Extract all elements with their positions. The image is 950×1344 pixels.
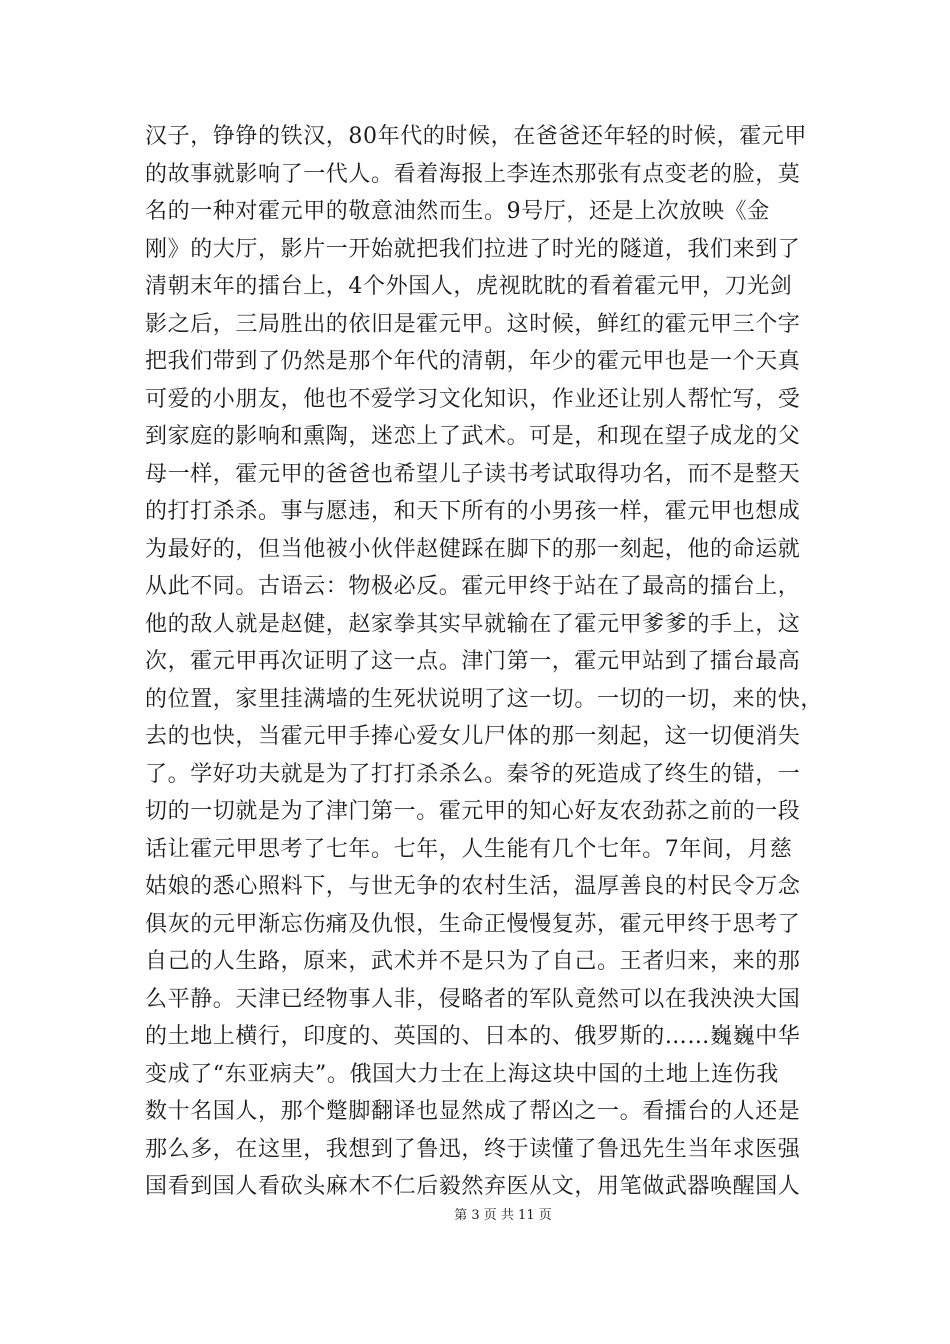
text-line: 了。学好功夫就是为了打打杀杀么。秦爷的死造成了终生的错，一: [145, 761, 801, 787]
text-line: 去的也快，当霍元甲手捧心爱女儿尸体的那一刻起，这一切便消失: [145, 724, 801, 749]
text-line: 俱灰的元甲渐忘伤痛及仇恨，生命正慢慢复苏，霍元甲终于思考了: [145, 911, 801, 937]
text-line: 为最好的，但当他被小伙伴赵健踩在脚下的那一刻起，他的命运就: [145, 536, 801, 562]
text-line: 的土地上横行，印度的、英国的、日本的、俄罗斯的……巍巍中华: [145, 1024, 801, 1049]
text-line: 的故事就影响了一代人。看着海报上李连杰那张有点变老的脸，莫: [145, 161, 801, 187]
text-line: 的打打杀杀。事与愿违，和天下所有的小男孩一样，霍元甲也想成: [145, 499, 801, 524]
text-line: 切的一切就是为了津门第一。霍元甲的知心好友农劲荪之前的一段: [145, 799, 801, 824]
text-line: 到家庭的影响和熏陶，迷恋上了武术。可是，和现在望子成龙的父: [145, 424, 801, 449]
text-line: 姑娘的悉心照料下，与世无争的农村生活，温厚善良的村民令万念: [145, 874, 801, 899]
text-line: 把我们带到了仍然是那个年代的清朝，年少的霍元甲也是一个天真: [145, 349, 801, 374]
text-line: 那么多，在这里，我想到了鲁迅，终于读懂了鲁迅先生当年求医强: [145, 1136, 801, 1162]
text-line: 清朝末年的擂台上，4个外国人，虎视眈眈的看着霍元甲，刀光剑: [145, 274, 793, 299]
text-line: 国看到国人看砍头麻木不仁后毅然弃医从文，用笔做武器唤醒国人: [145, 1174, 801, 1199]
text-line: 变成了“东亚病夫”。俄国大力士在上海这块中国的土地上连伤我: [145, 1061, 779, 1087]
text-line: 汉子，铮铮的铁汉，80年代的时候，在爸爸还年轻的时候，霍元甲: [145, 124, 807, 149]
page-number-footer: 第 3 页 共 11 页: [454, 1208, 552, 1223]
text-line: 刚》的大厅，影片一开始就把我们拉进了时光的隧道，我们来到了: [145, 236, 801, 262]
text-line: 他的敌人就是赵健，赵家拳其实早就输在了霍元甲爹爹的手上，这: [145, 611, 801, 637]
text-line: 话让霍元甲思考了七年。七年，人生能有几个七年。7年间，月慈: [145, 836, 793, 862]
text-line: 的位置，家里挂满墙的生死状说明了这一切。一切的一切，来的快，: [145, 686, 824, 712]
text-line: 母一样，霍元甲的爸爸也希望儿子读书考试取得功名，而不是整天: [145, 461, 801, 487]
text-line: 数十名国人，那个蹩脚翻译也显然成了帮凶之一。看擂台的人还是: [145, 1099, 801, 1124]
text-line: 名的一种对霍元甲的敬意油然而生。9号厅，还是上次放映《金: [145, 199, 770, 224]
text-line: 么平静。天津已经物事人非，侵略者的军队竟然可以在我泱泱大国: [145, 986, 801, 1012]
body-text: [145, 118, 824, 1206]
text-line: 从此不同。古语云：物极必反。霍元甲终于站在了最高的擂台上，: [145, 574, 801, 599]
text-line: 影之后，三局胜出的依旧是霍元甲。这时候，鲜红的霍元甲三个字: [145, 311, 801, 337]
text-line: 自己的人生路，原来，武术并不是只为了自己。王者归来，来的那: [145, 949, 801, 974]
text-line: 可爱的小朋友，他也不爱学习文化知识，作业还让别人帮忙写，受: [145, 386, 801, 412]
text-line: 次，霍元甲再次证明了这一点。津门第一，霍元甲站到了擂台最高: [145, 649, 801, 674]
